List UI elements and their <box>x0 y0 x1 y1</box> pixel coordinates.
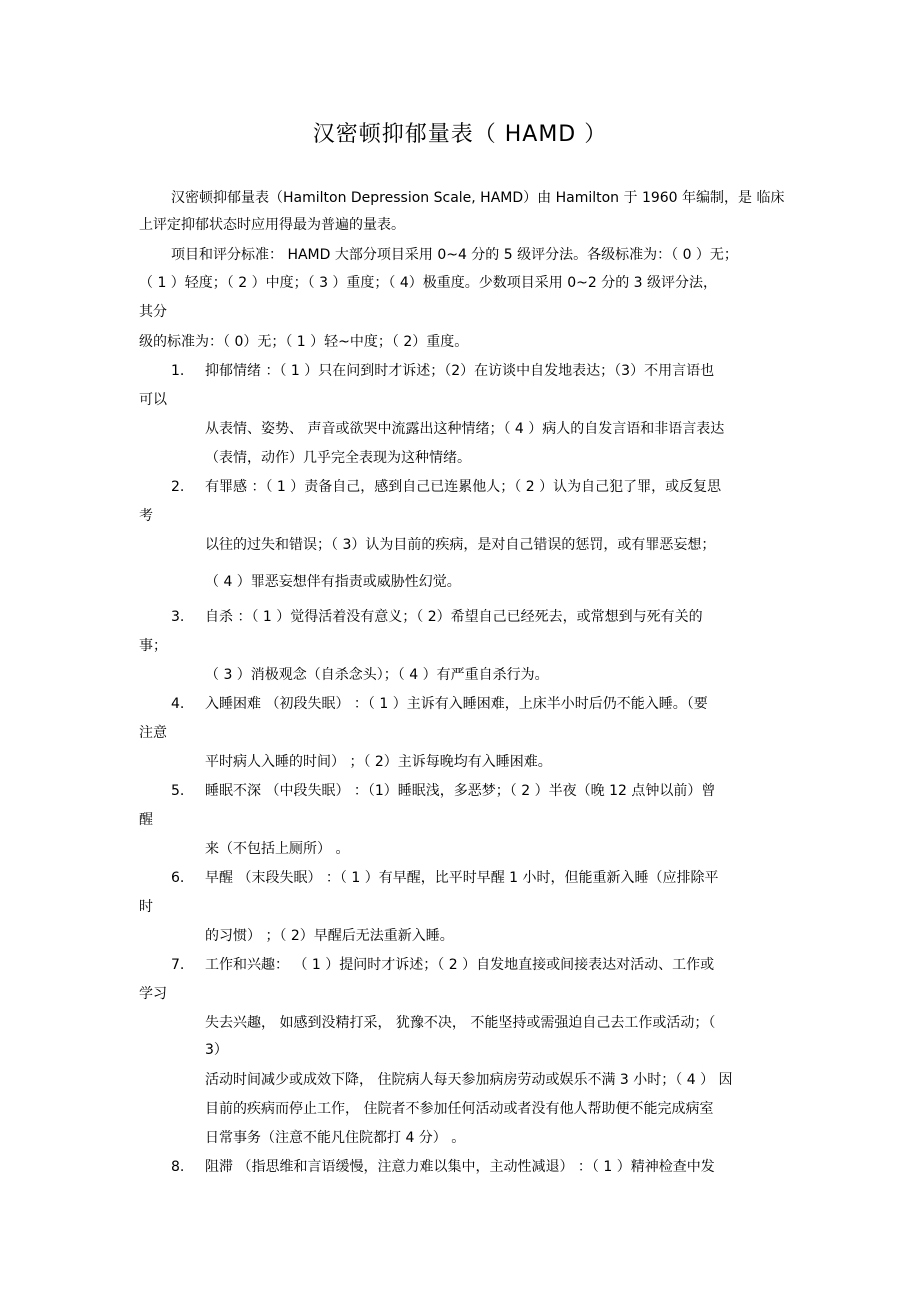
intro-line: 上评定抑郁状态时应用得最为普遍的量表。 <box>139 217 405 233</box>
item-line: 以往的过失和错误；（ 3）认为目前的疾病，是对自己错误的惩罚，或有罪恶妄想； <box>205 537 716 553</box>
item-line: 日常事务（注意不能凡住院都打 4 分） 。 <box>205 1130 466 1146</box>
item-line: （表情，动作）几乎完全表现为这种情绪。 <box>205 450 471 466</box>
item-line: 目前的疾病而停止工作， 住院者不参加任何活动或者没有他人帮助便不能完成病室 <box>205 1101 714 1117</box>
item-line: 注意 <box>139 725 167 741</box>
item-line: 学习 <box>139 986 167 1002</box>
item-line: 的习惯） ；（ 2）早醒后无法重新入睡。 <box>205 928 454 944</box>
intro-line: 汉密顿抑郁量表（Hamilton Depression Scale, HAMD）由 Hamilton 于 1960 年编制，是 临床 <box>171 190 785 206</box>
item-number: 5. <box>171 783 185 799</box>
item-line: 睡眠不深 （中段失眠） ：（1）睡眠浅，多恶梦；（ 2 ）半夜（晚 12 点钟以前）曾 <box>205 783 716 799</box>
item-line: （ 4 ）罪恶妄想伴有指责或威胁性幻觉。 <box>205 574 461 590</box>
item-number: 6. <box>171 870 185 886</box>
item-line: 活动时间减少或成效下降， 住院病人每天参加病房劳动或娱乐不满 3 小时；（ 4 ） 因 <box>205 1072 733 1088</box>
item-line: 早醒 （末段失眠） ：（ 1 ）有早醒，比平时早醒 1 小时，但能重新入睡（应排除平 <box>205 870 719 886</box>
document-title: 汉密顿抑郁量表（ HAMD ） <box>312 122 608 147</box>
item-line: 可以 <box>139 392 167 408</box>
item-line: 有罪感 ：（ 1 ）责备自己，感到自己已连累他人；（ 2 ）认为自己犯了罪，或反复思 <box>205 479 722 495</box>
item-line: 平时病人入睡的时间） ；（ 2）主诉每晚均有入睡困难。 <box>205 754 552 770</box>
item-line: 抑郁情绪 ：（ 1 ）只在问到时才诉述；（2）在访谈中自发地表达；（3）不用言语也 <box>205 363 715 379</box>
item-number: 3. <box>171 609 185 625</box>
standard-line: 级的标准为：（ 0）无；（ 1 ）轻~中度；（ 2）重度。 <box>139 334 469 350</box>
item-line: 时 <box>139 899 153 915</box>
item-line: 工作和兴趣： （ 1 ）提问时才诉述；（ 2 ）自发地直接或间接表达对活动、工作或 <box>205 957 715 973</box>
item-number: 1. <box>171 363 185 379</box>
item-line: 3） <box>205 1042 228 1058</box>
item-line: 从表情、姿势、 声音或欲哭中流露出这种情绪；（ 4 ）病人的自发言语和非语言表达 <box>205 421 725 437</box>
item-number: 2. <box>171 479 185 495</box>
standard-line: （ 1 ）轻度；（ 2 ）中度；（ 3 ）重度；（ 4）极重度。少数项目采用 0~2 分的 3 级评分法， <box>139 275 718 291</box>
item-line: 入睡困难 （初段失眠） ：（ 1 ）主诉有入睡困难，上床半小时后仍不能入睡。（要 <box>205 696 708 712</box>
item-line: 阻滞 （指思维和言语缓慢，注意力难以集中，主动性减退） ：（ 1 ）精神检查中发 <box>205 1159 715 1175</box>
item-line: 事； <box>139 638 167 654</box>
item-line: 考 <box>139 508 153 524</box>
standard-line: 项目和评分标准： HAMD 大部分项目采用 0~4 分的 5 级评分法。各级标准为：（ 0 ）无； <box>171 247 738 263</box>
item-line: 自杀 ：（ 1 ）觉得活着没有意义；（ 2）希望自己已经死去，或常想到与死有关的 <box>205 609 703 625</box>
item-number: 8. <box>171 1159 185 1175</box>
item-line: 来（不包括上厕所） 。 <box>205 841 350 857</box>
item-line: 失去兴趣， 如感到没精打采， 犹豫不决， 不能坚持或需强迫自己去工作或活动；（ <box>205 1015 716 1031</box>
item-number: 7. <box>171 957 185 973</box>
item-number: 4. <box>171 696 185 712</box>
item-line: （ 3 ）消极观念（自杀念头）；（ 4 ）有严重自杀行为。 <box>205 667 549 683</box>
item-line: 醒 <box>139 812 153 828</box>
standard-line: 其分 <box>139 304 167 320</box>
